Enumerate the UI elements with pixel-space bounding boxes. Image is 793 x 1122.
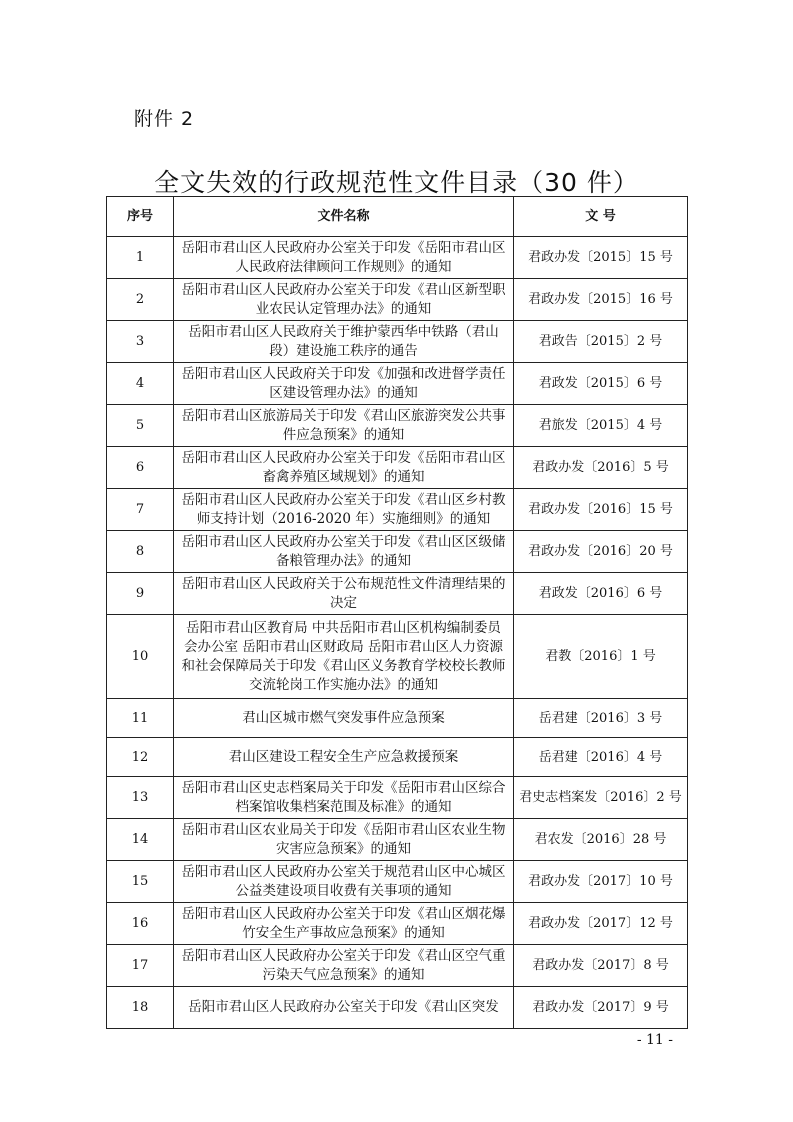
row-file-name: 岳阳市君山区教育局 中共岳阳市君山区机构编制委员会办公室 岳阳市君山区财政局 岳阳市君山区人力资源和社会保障局关于印发《君山区义务教育学校校长教师交流轮岗工作实施办法》的通知 — [174, 615, 514, 699]
table-row — [107, 321, 688, 363]
row-doc-number: 君政办发〔2015〕15 号 — [514, 237, 688, 279]
table-row — [107, 945, 688, 987]
row-serial: 9 — [107, 573, 174, 615]
table-row — [107, 279, 688, 321]
row-serial: 4 — [107, 363, 174, 405]
row-serial: 2 — [107, 279, 174, 321]
header-doc-number: 文 号 — [514, 197, 688, 237]
table-row — [107, 987, 688, 1029]
row-doc-number: 君教〔2016〕1 号 — [514, 615, 688, 699]
table-header-row — [107, 197, 688, 237]
row-file-name: 岳阳市君山区人民政府关于印发《加强和改进督学责任区建设管理办法》的通知 — [174, 363, 514, 405]
row-file-name: 岳阳市君山区旅游局关于印发《君山区旅游突发公共事件应急预案》的通知 — [174, 405, 514, 447]
row-serial: 12 — [107, 738, 174, 777]
row-serial: 13 — [107, 777, 174, 819]
row-file-name: 岳阳市君山区史志档案局关于印发《岳阳市君山区综合档案馆收集档案范围及标准》的通知 — [174, 777, 514, 819]
row-file-name: 岳阳市君山区人民政府办公室关于印发《君山区区级储备粮管理办法》的通知 — [174, 531, 514, 573]
table-row — [107, 363, 688, 405]
row-doc-number: 君政办发〔2017〕10 号 — [514, 861, 688, 903]
row-file-name: 岳阳市君山区农业局关于印发《岳阳市君山区农业生物灾害应急预案》的通知 — [174, 819, 514, 861]
row-serial: 16 — [107, 903, 174, 945]
row-doc-number: 君政告〔2015〕2 号 — [514, 321, 688, 363]
row-serial: 10 — [107, 615, 174, 699]
row-file-name: 岳阳市君山区人民政府办公室关于印发《君山区新型职业农民认定管理办法》的通知 — [174, 279, 514, 321]
row-doc-number: 君农发〔2016〕28 号 — [514, 819, 688, 861]
invalid-documents-table — [106, 196, 688, 1029]
row-doc-number: 君政办发〔2016〕15 号 — [514, 489, 688, 531]
row-file-name: 岳阳市君山区人民政府办公室关于印发《君山区烟花爆竹安全生产事故应急预案》的通知 — [174, 903, 514, 945]
row-serial: 7 — [107, 489, 174, 531]
table-row — [107, 819, 688, 861]
row-doc-number: 君政办发〔2017〕9 号 — [514, 987, 688, 1029]
row-doc-number: 岳君建〔2016〕4 号 — [514, 738, 688, 777]
row-doc-number: 君政办发〔2016〕20 号 — [514, 531, 688, 573]
row-doc-number: 君旅发〔2015〕4 号 — [514, 405, 688, 447]
row-file-name: 岳阳市君山区人民政府关于维护蒙西华中铁路（君山段）建设施工秩序的通告 — [174, 321, 514, 363]
table-row — [107, 738, 688, 777]
table-row — [107, 405, 688, 447]
table-row — [107, 615, 688, 699]
row-serial: 3 — [107, 321, 174, 363]
row-file-name: 岳阳市君山区人民政府关于公布规范性文件清理结果的决定 — [174, 573, 514, 615]
row-doc-number: 君政办发〔2015〕16 号 — [514, 279, 688, 321]
row-file-name: 岳阳市君山区人民政府办公室关于规范君山区中心城区公益类建设项目收费有关事项的通知 — [174, 861, 514, 903]
row-file-name: 岳阳市君山区人民政府办公室关于印发《君山区乡村教师支持计划（2016-2020 年）实施细则》的通知 — [174, 489, 514, 531]
header-serial: 序号 — [107, 197, 174, 237]
row-serial: 14 — [107, 819, 174, 861]
row-doc-number: 岳君建〔2016〕3 号 — [514, 699, 688, 738]
table-row — [107, 777, 688, 819]
attachment-label: 附件 2 — [134, 108, 195, 130]
row-doc-number: 君政发〔2015〕6 号 — [514, 363, 688, 405]
row-serial: 15 — [107, 861, 174, 903]
row-doc-number: 君史志档案发〔2016〕2 号 — [514, 777, 688, 819]
row-doc-number: 君政办发〔2017〕12 号 — [514, 903, 688, 945]
row-serial: 11 — [107, 699, 174, 738]
document-title: 全文失效的行政规范性文件目录（30 件） — [154, 168, 639, 197]
row-file-name: 君山区建设工程安全生产应急救援预案 — [174, 738, 514, 777]
row-serial: 1 — [107, 237, 174, 279]
table-row — [107, 861, 688, 903]
row-file-name: 岳阳市君山区人民政府办公室关于印发《岳阳市君山区人民政府法律顾问工作规则》的通知 — [174, 237, 514, 279]
row-doc-number: 君政办发〔2016〕5 号 — [514, 447, 688, 489]
table-row — [107, 237, 688, 279]
row-serial: 6 — [107, 447, 174, 489]
row-file-name: 岳阳市君山区人民政府办公室关于印发《岳阳市君山区畜禽养殖区域规划》的通知 — [174, 447, 514, 489]
row-file-name: 岳阳市君山区人民政府办公室关于印发《君山区突发 — [174, 987, 514, 1029]
table-row — [107, 903, 688, 945]
page-number: - 11 - — [636, 1032, 673, 1048]
row-doc-number: 君政发〔2016〕6 号 — [514, 573, 688, 615]
row-serial: 5 — [107, 405, 174, 447]
row-file-name: 君山区城市燃气突发事件应急预案 — [174, 699, 514, 738]
row-serial: 17 — [107, 945, 174, 987]
header-file-name: 文件名称 — [174, 197, 514, 237]
table-row — [107, 699, 688, 738]
table-row — [107, 447, 688, 489]
row-serial: 8 — [107, 531, 174, 573]
table-row — [107, 573, 688, 615]
row-serial: 18 — [107, 987, 174, 1029]
table-row — [107, 489, 688, 531]
row-doc-number: 君政办发〔2017〕8 号 — [514, 945, 688, 987]
row-file-name: 岳阳市君山区人民政府办公室关于印发《君山区空气重污染天气应急预案》的通知 — [174, 945, 514, 987]
table-row — [107, 531, 688, 573]
